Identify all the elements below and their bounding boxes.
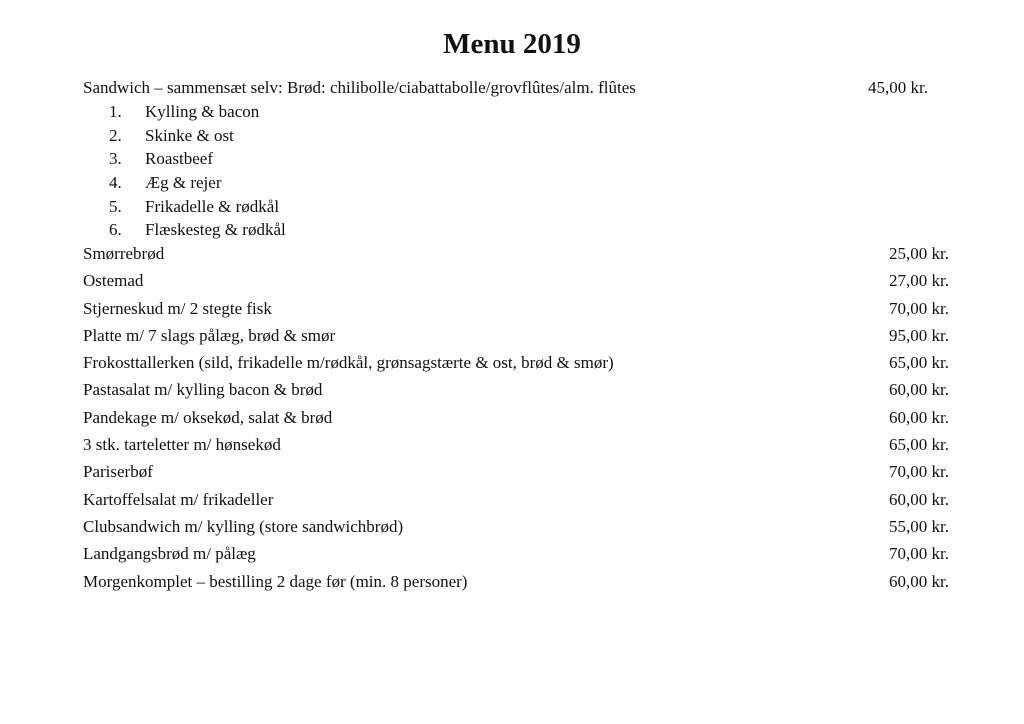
menu-item	[83, 434, 949, 461]
menu-item	[83, 543, 949, 570]
option-number: 5.	[109, 196, 122, 216]
menu-item	[83, 298, 949, 325]
option-label: Kylling & bacon	[145, 102, 260, 121]
option-label: Skinke & ost	[145, 125, 234, 145]
item-price: 60,00 kr.	[889, 489, 949, 509]
item-name: Pariserbøf	[83, 462, 153, 482]
menu-item	[83, 571, 949, 598]
option-number: 4.	[109, 173, 122, 193]
item-name: Ostemad	[83, 271, 144, 291]
item-price: 60,00 kr.	[889, 407, 949, 427]
item-name: 3 stk. tarteletter m/ hønsekød	[83, 435, 281, 455]
menu-item	[83, 270, 949, 297]
item-name: Kartoffelsalat m/ frikadeller	[83, 489, 274, 509]
sandwich-options-list	[109, 100, 286, 242]
menu-items-list	[83, 243, 949, 598]
sandwich-option	[109, 124, 286, 148]
sandwich-option	[109, 218, 286, 242]
item-name: Landgangsbrød m/ pålæg	[83, 544, 256, 564]
option-label: Æg & rejer	[145, 173, 222, 193]
item-price: 70,00 kr.	[889, 544, 949, 564]
menu-item	[83, 407, 949, 434]
sandwich-option	[109, 100, 286, 124]
sandwich-price: 45,00 kr.	[868, 78, 928, 97]
option-number: 3.	[109, 149, 122, 169]
item-price: 60,00 kr.	[889, 380, 949, 400]
menu-item	[83, 243, 949, 270]
item-price: 27,00 kr.	[889, 271, 949, 291]
sandwich-option	[109, 171, 286, 195]
option-label: Roastbeef	[145, 149, 213, 169]
item-price: 70,00 kr.	[889, 462, 949, 482]
option-number: 6.	[109, 220, 122, 240]
item-price: 60,00 kr.	[889, 571, 949, 591]
option-number: 1.	[109, 102, 122, 121]
option-number: 2.	[109, 125, 122, 145]
option-label: Flæskesteg & rødkål	[145, 220, 286, 240]
item-name: Smørrebrød	[83, 244, 165, 263]
menu-item	[83, 461, 949, 488]
menu-item	[83, 352, 949, 379]
item-price: 55,00 kr.	[889, 516, 949, 536]
sandwich-description: Sandwich – sammensæt selv: Brød: chilibolle/ciabattabolle/grovflûtes/alm. flûtes	[83, 78, 636, 97]
menu-item	[83, 379, 949, 406]
menu-item	[83, 489, 949, 516]
item-price: 70,00 kr.	[889, 298, 949, 318]
menu-item	[83, 516, 949, 543]
option-label: Frikadelle & rødkål	[145, 196, 280, 216]
item-name: Pastasalat m/ kylling bacon & brød	[83, 380, 323, 400]
menu-item	[83, 325, 949, 352]
sandwich-option	[109, 195, 286, 219]
item-name: Morgenkomplet – bestilling 2 dage før (min. 8 personer)	[83, 571, 468, 591]
item-price: 95,00 kr.	[889, 325, 949, 345]
item-price: 65,00 kr.	[889, 353, 949, 373]
item-name: Stjerneskud m/ 2 stegte fisk	[83, 298, 272, 318]
item-name: Frokosttallerken (sild, frikadelle m/rødkål, grønsagstærte & ost, brød & smør)	[83, 353, 614, 373]
page-title: Menu 2019	[443, 28, 581, 60]
item-name: Clubsandwich m/ kylling (store sandwichbrød)	[83, 516, 404, 536]
item-name: Platte m/ 7 slags pålæg, brød & smør	[83, 325, 336, 345]
sandwich-option	[109, 147, 286, 171]
item-price: 65,00 kr.	[889, 435, 949, 455]
item-name: Pandekage m/ oksekød, salat & brød	[83, 407, 333, 427]
item-price: 25,00 kr.	[889, 244, 949, 263]
